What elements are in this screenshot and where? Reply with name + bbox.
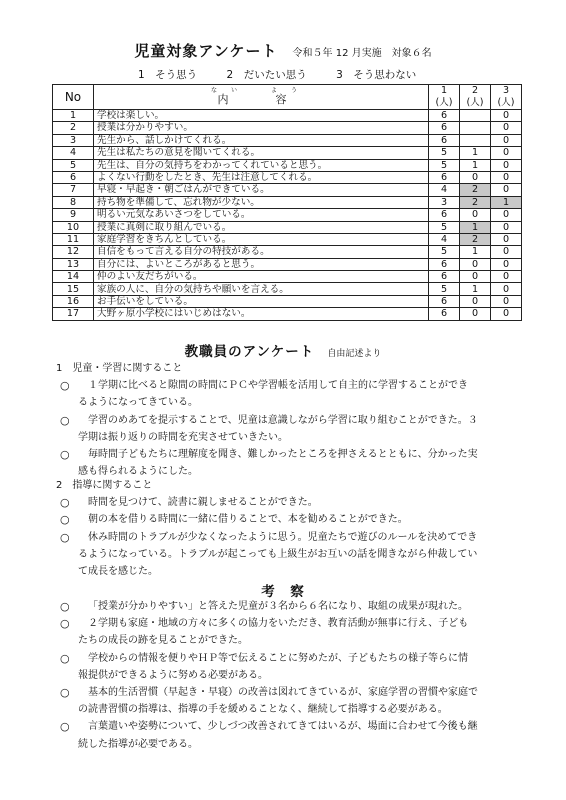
row-value-3: 0 <box>491 233 522 245</box>
row-value-3: 0 <box>491 283 522 295</box>
row-value-2: 0 <box>460 209 491 221</box>
row-item: 家庭学習をきちんとしている。 <box>94 233 429 245</box>
row-item: 大野ヶ原小学校にはいじめはない。 <box>94 308 429 320</box>
header-col-1: 1 (人) <box>429 85 460 110</box>
list-item-line: の読書習慣の指導は、指導の手を緩めることなく、継続して指導する必要がある。 <box>78 704 448 716</box>
row-value-1: 5 <box>429 147 460 159</box>
table-row <box>53 159 522 171</box>
row-no: 3 <box>53 134 94 146</box>
page-header <box>0 40 566 61</box>
row-value-2: 0 <box>460 295 491 307</box>
table-row <box>53 122 522 134</box>
row-no: 4 <box>53 147 94 159</box>
row-value-1: 5 <box>429 283 460 295</box>
list-item-line: 学習のめあてを提示することで、児童は意識しながら学習に取り組むことができた。３ <box>88 414 478 426</box>
row-value-3: 1 <box>491 196 522 208</box>
row-no: 13 <box>53 258 94 270</box>
row-value-2: 1 <box>460 159 491 171</box>
table-row <box>53 283 522 295</box>
row-value-2: 0 <box>460 308 491 320</box>
list-item-line: 時間を見つけて、読書に親しませることができた。 <box>88 497 318 509</box>
table-row <box>53 110 522 122</box>
list-item-line: 学期は振り返りの時間を充実させていきたい。 <box>78 431 288 443</box>
row-value-3: 0 <box>491 122 522 134</box>
row-value-1: 3 <box>429 196 460 208</box>
consideration-section <box>52 598 532 753</box>
row-value-1: 4 <box>429 184 460 196</box>
row-no: 1 <box>53 110 94 122</box>
list-item <box>52 412 532 446</box>
row-value-3: 0 <box>491 258 522 270</box>
table-body <box>53 110 522 321</box>
list-item <box>52 494 532 511</box>
list-item <box>52 684 532 718</box>
row-value-1: 6 <box>429 134 460 146</box>
list-item-line: 基本的生活習慣（早起き・早寝）の改善は図れてきているが、家庭学習の習慣や家庭で <box>88 687 478 699</box>
header-content-ruby: ない よう <box>210 87 311 94</box>
row-value-1: 6 <box>429 122 460 134</box>
row-value-1: 6 <box>429 110 460 122</box>
row-item: 家族の人に、自分の気持ちや願いを言える。 <box>94 283 429 295</box>
list-item-line: 毎時間子どもたちに理解度を聞き、難しかったところを押さえるとともに、分かった実 <box>88 449 478 461</box>
list-item <box>52 615 532 649</box>
table-row <box>53 295 522 307</box>
bullet-mark: ○ <box>60 600 70 613</box>
row-item: 先生から、話しかけてくれる。 <box>94 134 429 146</box>
row-item: 授業は分かりやすい。 <box>94 122 429 134</box>
row-no: 2 <box>53 122 94 134</box>
table-row <box>53 233 522 245</box>
header-content <box>94 85 429 110</box>
row-no: 17 <box>53 308 94 320</box>
row-no: 8 <box>53 196 94 208</box>
staff-survey-header <box>0 340 566 360</box>
list-item-line: 休み時間のトラブルが少なくなったように思う。児童たちで遊びのルールを決めてでき <box>88 531 478 543</box>
table-row <box>53 246 522 258</box>
legend-option-3: 3 そう思わない <box>336 69 417 81</box>
row-value-2: 1 <box>460 147 491 159</box>
row-value-3: 0 <box>491 159 522 171</box>
staff-section-2 <box>52 477 532 580</box>
header-col-2: 2 (人) <box>460 85 491 110</box>
list-item <box>52 446 532 480</box>
header-content-label: 内 容 <box>217 93 305 106</box>
answer-legend <box>138 67 498 82</box>
row-value-2 <box>460 110 491 122</box>
row-item: よくない行動をしたとき、先生は注意してくれる。 <box>94 171 429 183</box>
row-no: 11 <box>53 233 94 245</box>
row-item: 先生は私たちの意見を聞いてくれる。 <box>94 147 429 159</box>
row-no: 6 <box>53 171 94 183</box>
row-value-3: 0 <box>491 295 522 307</box>
row-value-3: 0 <box>491 134 522 146</box>
row-item: 学校は楽しい。 <box>94 110 429 122</box>
table-row <box>53 209 522 221</box>
row-value-2: 0 <box>460 258 491 270</box>
list-item <box>52 377 532 411</box>
staff-survey-title: 教職員のアンケート <box>184 344 315 360</box>
list-item <box>52 718 532 752</box>
row-value-3: 0 <box>491 221 522 233</box>
list-item-line: 学校からの情報を便りやＨＰ等で伝えることに努めたが、子どもたちの様子等らに情 <box>88 652 468 664</box>
bullet-mark: ○ <box>60 720 70 734</box>
list-item-line: ２学期も家庭・地域の方々に多くの協力をいただき、教育活動が無事に行え、子ども <box>88 618 469 630</box>
row-value-2: 1 <box>460 283 491 295</box>
bullet-mark: ○ <box>60 379 70 393</box>
legend-option-1: 1 そう思う <box>138 69 198 81</box>
row-value-3: 0 <box>491 246 522 258</box>
page-title: 児童対象アンケート <box>134 42 278 60</box>
list-item-line: るようになってきている。 <box>78 397 198 409</box>
row-item: 仲のよい友だちがいる。 <box>94 271 429 283</box>
row-value-2: 0 <box>460 271 491 283</box>
row-value-2 <box>460 134 491 146</box>
table-row <box>53 147 522 159</box>
bullet-mark: ○ <box>60 686 70 700</box>
consideration-header <box>0 580 566 600</box>
row-no: 9 <box>53 209 94 221</box>
row-no: 10 <box>53 221 94 233</box>
legend-option-2: 2 だいたい思う <box>226 69 307 81</box>
student-survey-table <box>52 84 522 321</box>
row-value-2: 0 <box>460 171 491 183</box>
row-value-3: 0 <box>491 110 522 122</box>
row-no: 7 <box>53 184 94 196</box>
list-item-line: たちの成長の跡を見ることができた。 <box>78 635 248 647</box>
bullet-mark: ○ <box>60 496 70 510</box>
row-item: 自分には、よいところがあると思う。 <box>94 258 429 270</box>
table-row <box>53 184 522 196</box>
row-no: 15 <box>53 283 94 295</box>
row-item: お手伝いをしている。 <box>94 295 429 307</box>
row-item: 早寝・早起き・朝ごはんができている。 <box>94 184 429 196</box>
header-col-3: 3 (人) <box>491 85 522 110</box>
section-heading: 1 児童・学習に関すること <box>56 363 183 374</box>
row-value-1: 6 <box>429 258 460 270</box>
list-item-line: １学期に比べると隙間の時間にＰＣや学習帳を活用して自主的に学習することができ <box>88 380 468 392</box>
list-item <box>52 511 532 528</box>
list-item-line: 朝の本を借りる時間に一緒に借りることで、本を勧めることができた。 <box>88 514 408 526</box>
staff-section-1 <box>52 360 532 480</box>
row-value-1: 5 <box>429 221 460 233</box>
list-item-line: るようになっている。トラブルが起こっても上級生がお互いの話を聞きながら仲裁してい <box>78 548 478 560</box>
table-row <box>53 196 522 208</box>
row-value-1: 6 <box>429 171 460 183</box>
row-value-3: 0 <box>491 147 522 159</box>
row-value-2: 2 <box>460 184 491 196</box>
row-item: 持ち物を準備して、忘れ物が少ない。 <box>94 196 429 208</box>
table-row <box>53 221 522 233</box>
list-item-line: て成長を感じた。 <box>78 566 158 578</box>
list-item-line: 続した指導が必要である。 <box>78 738 198 750</box>
row-value-3: 0 <box>491 209 522 221</box>
row-value-2 <box>460 122 491 134</box>
row-value-2: 1 <box>460 246 491 258</box>
table-row <box>53 134 522 146</box>
list-item-line: 言葉遣いや姿勢について、少しづつ改善されてきてはいるが、場面に合わせて今後も継 <box>88 721 478 733</box>
bullet-mark: ○ <box>60 448 70 462</box>
row-value-1: 6 <box>429 295 460 307</box>
list-item-line: 「授業が分かりやすい」と答えた児童が３名から６名になり、取組の成果が現れた。 <box>88 601 468 612</box>
survey-date-target: 令和５年 12 月実施 対象６名 <box>292 48 432 59</box>
row-value-1: 5 <box>429 159 460 171</box>
header-no: No <box>53 85 94 110</box>
section-heading: 2 指導に関すること <box>56 480 153 491</box>
bullet-mark: ○ <box>60 617 70 631</box>
row-no: 14 <box>53 271 94 283</box>
bullet-mark: ○ <box>60 530 70 544</box>
row-value-2: 2 <box>460 196 491 208</box>
bullet-mark: ○ <box>60 513 70 527</box>
staff-survey-note: 自由記述より <box>327 349 382 359</box>
row-item: 明るい元気なあいさつをしている。 <box>94 209 429 221</box>
row-value-1: 6 <box>429 209 460 221</box>
row-value-3: 0 <box>491 171 522 183</box>
list-item-line: 感も得られるようにした。 <box>78 466 198 478</box>
table-row <box>53 271 522 283</box>
table-row <box>53 308 522 320</box>
row-value-1: 6 <box>429 271 460 283</box>
row-value-3: 0 <box>491 308 522 320</box>
bullet-mark: ○ <box>60 651 70 665</box>
row-no: 16 <box>53 295 94 307</box>
list-item <box>52 529 532 581</box>
list-item <box>52 650 532 684</box>
row-no: 12 <box>53 246 94 258</box>
list-item <box>52 598 532 615</box>
row-item: 授業に真剣に取り組んでいる。 <box>94 221 429 233</box>
row-value-3: 0 <box>491 271 522 283</box>
row-item: 自信をもって言える自分の特技がある。 <box>94 246 429 258</box>
table-row <box>53 171 522 183</box>
row-value-1: 4 <box>429 233 460 245</box>
row-value-1: 6 <box>429 308 460 320</box>
list-item-line: 報提供ができるように努める必要がある。 <box>78 669 268 681</box>
row-value-2: 1 <box>460 221 491 233</box>
row-value-1: 5 <box>429 246 460 258</box>
table-row <box>53 258 522 270</box>
row-value-3: 0 <box>491 184 522 196</box>
consideration-title: 考 察 <box>261 584 305 600</box>
bullet-mark: ○ <box>60 413 70 427</box>
table-header-row <box>53 85 522 110</box>
row-value-2: 2 <box>460 233 491 245</box>
row-no: 5 <box>53 159 94 171</box>
row-item: 先生は、自分の気持ちをわかってくれていると思う。 <box>94 159 429 171</box>
